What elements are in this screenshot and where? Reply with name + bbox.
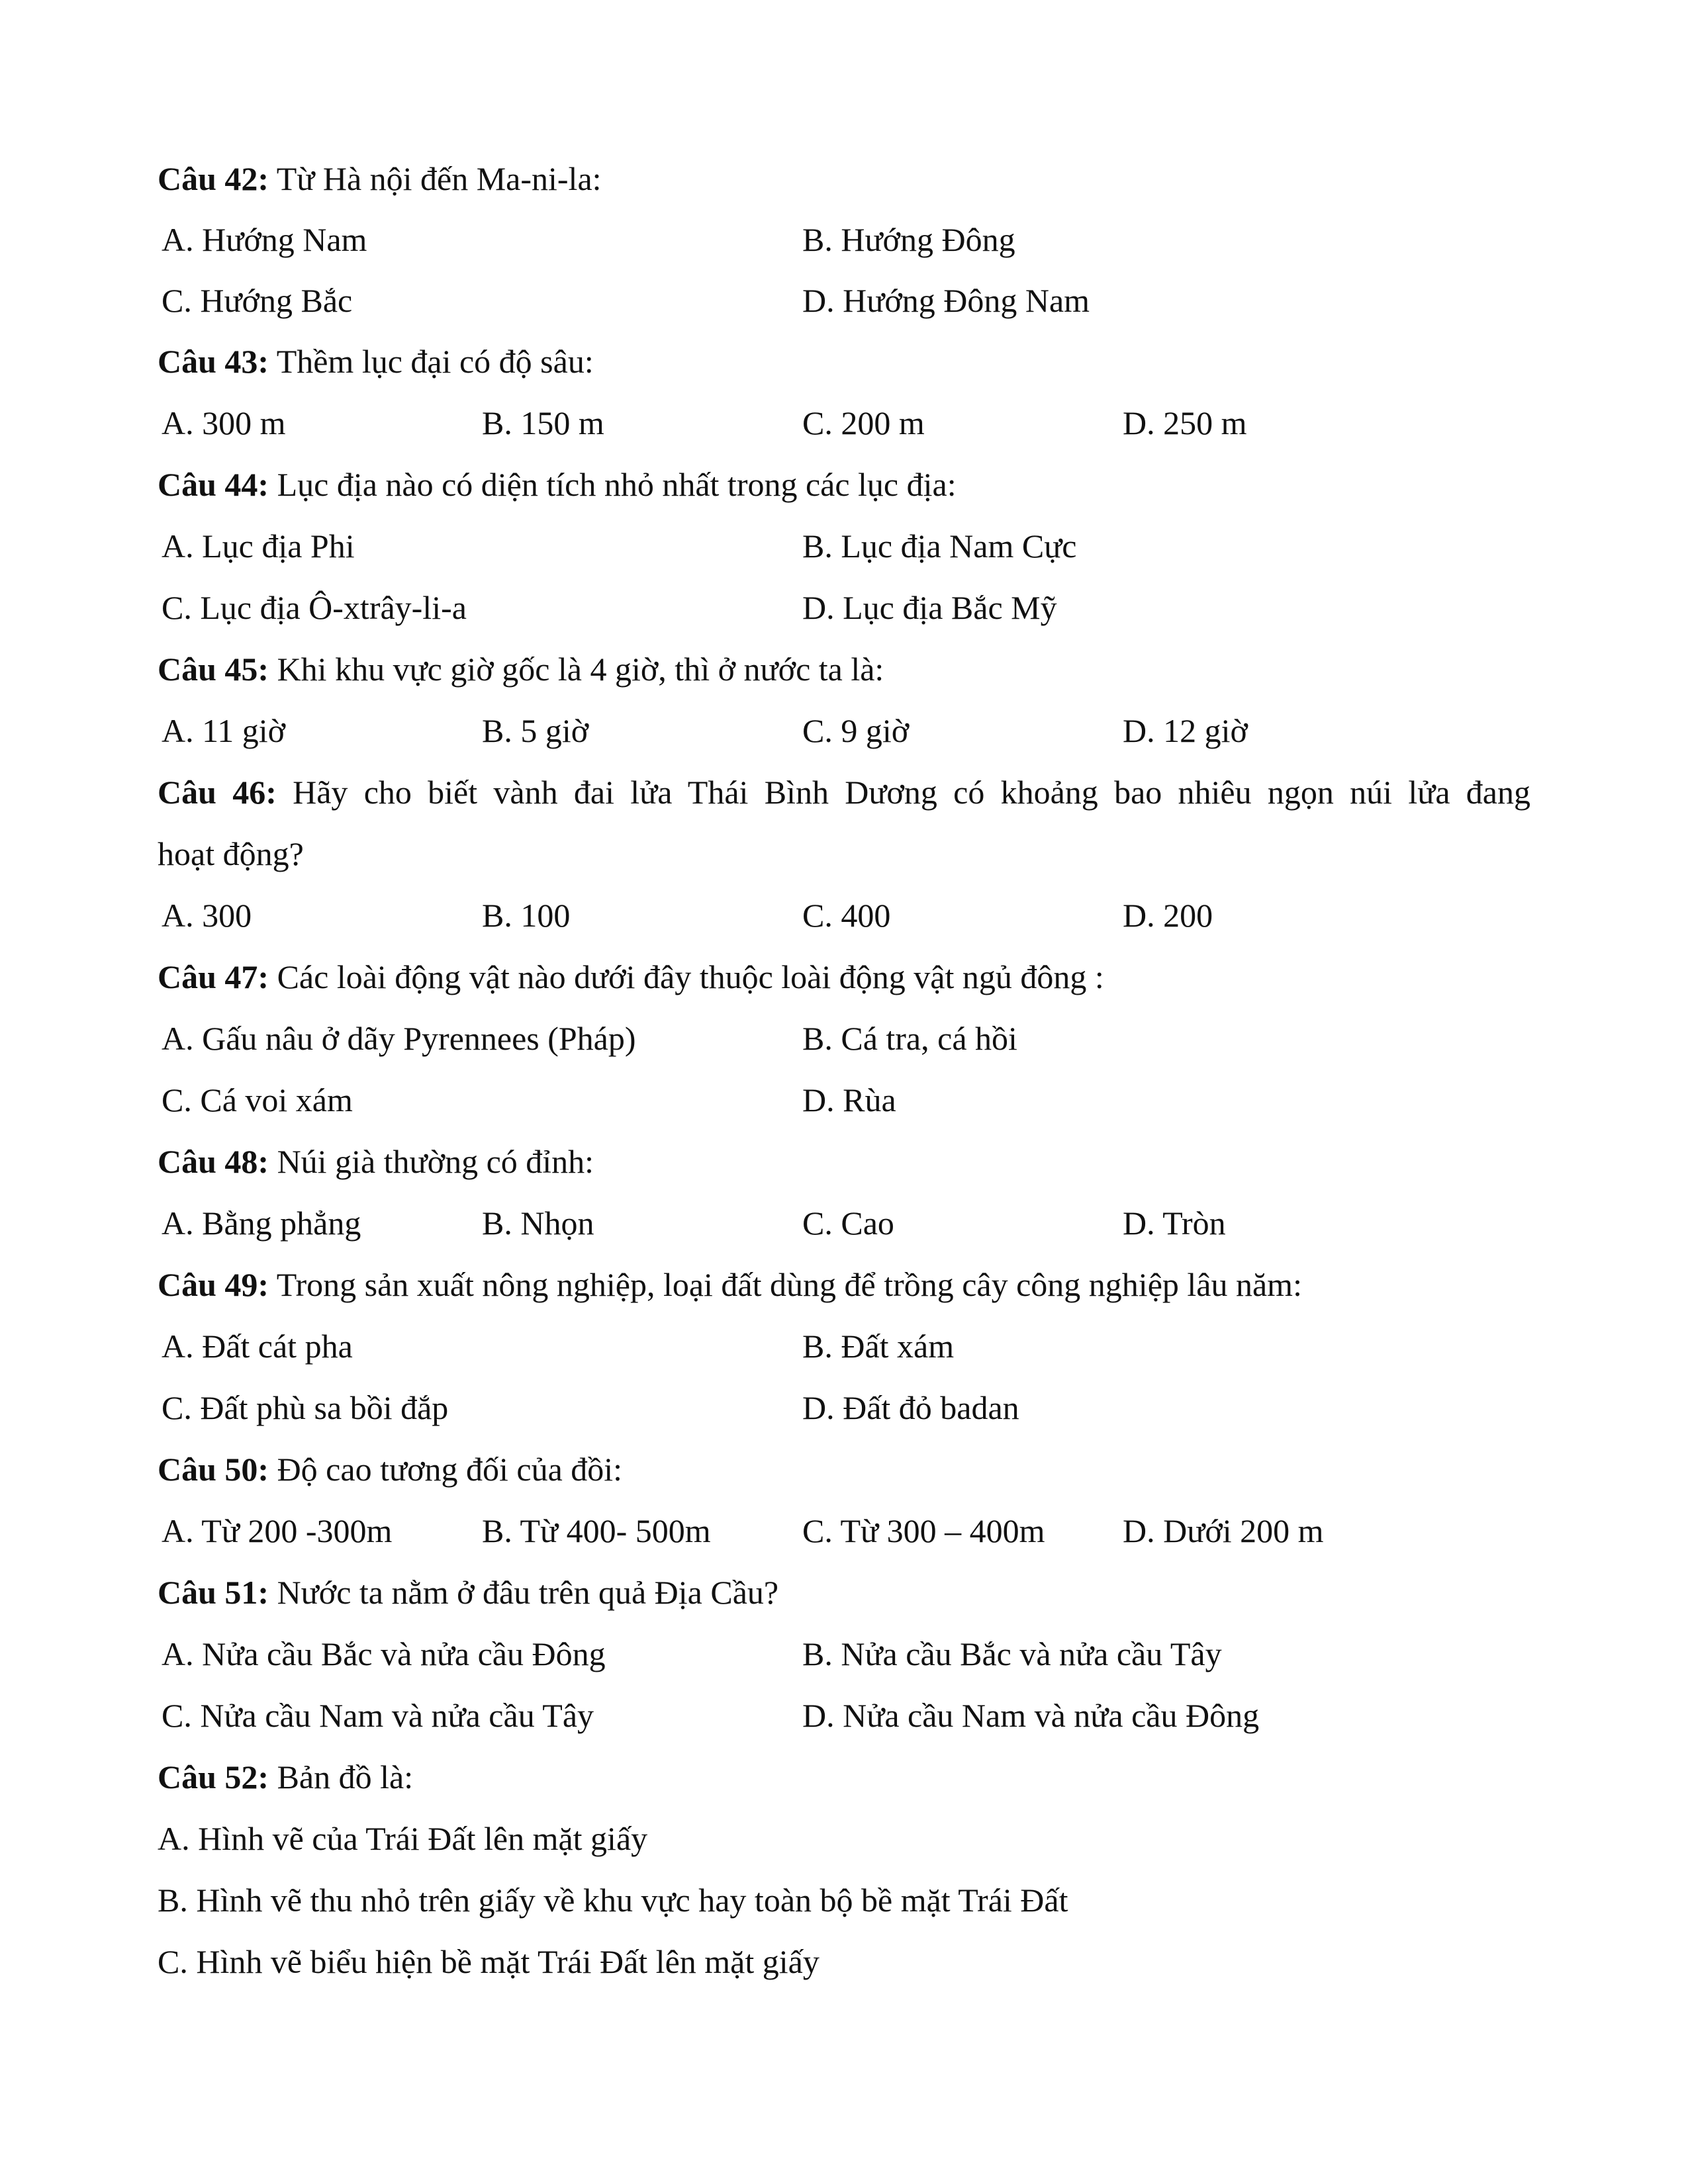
question-text: Từ Hà nội đến Ma-ni-la: [276, 160, 602, 197]
question-text: Lục địa nào có diện tích nhỏ nhất trong các lục địa: [277, 466, 957, 503]
option-b: B. Nửa cầu Bắc và nửa cầu Tây [802, 1635, 1222, 1672]
option-b: B. Hình vẽ thu nhỏ trên giấy về khu vực hay toàn bộ bề mặt Trái Đất [158, 1882, 1068, 1919]
option-c: C. Cá voi xám [162, 1081, 353, 1118]
question-text: Núi già thường có đỉnh: [277, 1143, 594, 1180]
question-44 [0, 454, 1688, 515]
options-row [0, 1316, 1688, 1377]
option-d: D. Rùa [802, 1081, 896, 1118]
question-46-continued [0, 823, 1688, 884]
question-number: Câu 50: [158, 1451, 269, 1488]
option-b: B. Cá tra, cá hồi [802, 1020, 1017, 1057]
question-49 [0, 1254, 1688, 1315]
option-c: C. Đất phù sa bồi đắp [162, 1389, 449, 1426]
question-number: Câu 43: [158, 343, 269, 380]
option-d: D. 12 giờ [1123, 712, 1248, 749]
option-a: A. Từ 200 -300m [162, 1512, 393, 1549]
option-d: D. Đất đỏ badan [802, 1389, 1019, 1426]
question-number: Câu 52: [158, 1758, 269, 1796]
option-d: D. Hướng Đông Nam [802, 282, 1090, 319]
option-b: B. 150 m [482, 404, 604, 441]
option-a: A. 300 m [162, 404, 286, 441]
question-number: Câu 46: [158, 774, 277, 811]
option-a: A. 11 giờ [162, 712, 286, 749]
question-number: Câu 45: [158, 651, 269, 688]
option-a: A. 300 [162, 897, 252, 934]
question-51 [0, 1562, 1688, 1623]
question-48 [0, 1131, 1688, 1192]
option-c: C. Hướng Bắc [162, 282, 353, 319]
option-d: D. Tròn [1123, 1205, 1226, 1242]
option-a: A. Nửa cầu Bắc và nửa cầu Đông [162, 1635, 606, 1672]
question-45 [0, 639, 1688, 700]
question-43 [0, 331, 1688, 392]
options-row [0, 1623, 1688, 1684]
option-b: B. 5 giờ [482, 712, 589, 749]
option-a: A. Gấu nâu ở dãy Pyrennees (Pháp) [162, 1020, 636, 1057]
option-b: B. Từ 400- 500m [482, 1512, 711, 1549]
option-d: D. Nửa cầu Nam và nửa cầu Đông [802, 1697, 1260, 1734]
option-c: C. Cao [802, 1205, 894, 1242]
option-a: A. Bằng phẳng [162, 1205, 361, 1242]
options-row [0, 1931, 1688, 1992]
options-row [0, 1193, 1688, 1253]
question-text: Trong sản xuất nông nghiệp, loại đất dùng để trồng cây công nghiệp lâu năm: [276, 1266, 1302, 1303]
question-number: Câu 44: [158, 466, 269, 503]
option-c: C. Hình vẽ biểu hiện bề mặt Trái Đất lên mặt giấy [158, 1943, 820, 1980]
options-row [0, 700, 1688, 761]
option-d: D. Dưới 200 m [1123, 1512, 1324, 1549]
question-text: Bản đồ là: [277, 1758, 414, 1796]
option-b: B. Đất xám [802, 1328, 955, 1365]
options-row [0, 1008, 1688, 1069]
option-c: C. Từ 300 – 400m [802, 1512, 1045, 1549]
option-a: A. Đất cát pha [162, 1328, 353, 1365]
options-row [0, 1685, 1688, 1746]
options-row [0, 1500, 1688, 1561]
question-42 [0, 148, 1688, 209]
options-row [0, 392, 1688, 453]
question-47 [0, 946, 1688, 1007]
question-46 [0, 762, 1688, 823]
option-a: A. Hình vẽ của Trái Đất lên mặt giấy [158, 1820, 648, 1857]
option-d: D. 200 [1123, 897, 1213, 934]
option-c: C. Lục địa Ô-xtrây-li-a [162, 589, 467, 626]
options-row [0, 1870, 1688, 1931]
options-row [0, 1377, 1688, 1438]
question-text: Độ cao tương đối của đồi: [277, 1451, 623, 1488]
question-text: Các loài động vật nào dưới đây thuộc loài động vật ngủ đông : [277, 958, 1104, 995]
options-row [0, 1069, 1688, 1130]
option-c: C. Nửa cầu Nam và nửa cầu Tây [162, 1697, 594, 1734]
question-number: Câu 49: [158, 1266, 269, 1303]
option-a: A. Hướng Nam [162, 221, 367, 258]
question-text: Nước ta nằm ở đâu trên quả Địa Cầu? [277, 1574, 779, 1611]
option-b: B. 100 [482, 897, 571, 934]
question-50 [0, 1439, 1688, 1500]
question-number: Câu 48: [158, 1143, 269, 1180]
question-text: Thềm lục đại có độ sâu: [276, 343, 594, 380]
question-text: Khi khu vực giờ gốc là 4 giờ, thì ở nước ta là: [277, 651, 884, 688]
question-text-continued: hoạt động? [158, 835, 304, 872]
options-row [0, 516, 1688, 576]
option-b: B. Lục địa Nam Cực [802, 527, 1077, 565]
options-row [0, 1808, 1688, 1869]
question-number: Câu 47: [158, 958, 269, 995]
option-c: C. 9 giờ [802, 712, 910, 749]
option-b: B. Nhọn [482, 1205, 594, 1242]
options-row [0, 577, 1688, 638]
question-text: Hãy cho biết vành đai lửa Thái Bình Dương có khoảng bao nhiêu ngọn núi lửa đang [293, 774, 1530, 811]
option-b: B. Hướng Đông [802, 221, 1015, 258]
option-d: D. Lục địa Bắc Mỹ [802, 589, 1057, 626]
option-a: A. Lục địa Phi [162, 527, 355, 565]
question-number: Câu 51: [158, 1574, 269, 1611]
question-number: Câu 42: [158, 160, 269, 197]
option-d: D. 250 m [1123, 404, 1247, 441]
option-c: C. 200 m [802, 404, 925, 441]
options-row [0, 885, 1688, 946]
option-c: C. 400 [802, 897, 891, 934]
options-row [0, 270, 1688, 331]
question-52 [0, 1747, 1688, 1807]
options-row [0, 209, 1688, 270]
